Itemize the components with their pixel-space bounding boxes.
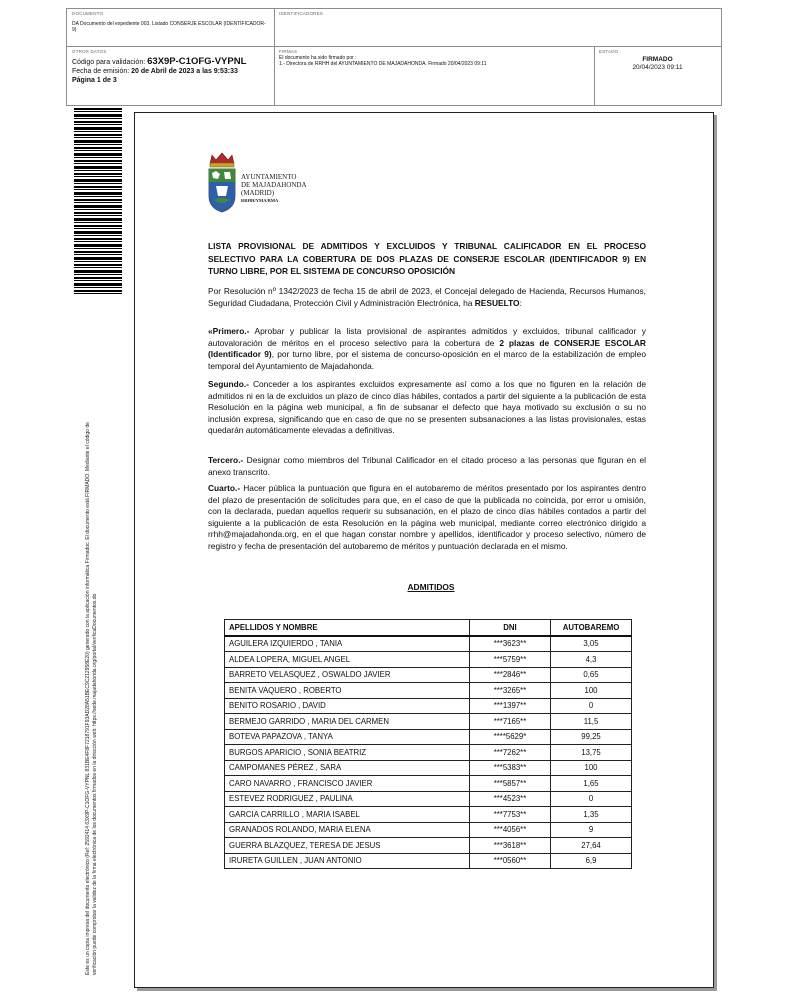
cell-autobaremo: 100 (551, 683, 632, 699)
table-row (225, 714, 632, 730)
cell-autobaremo: 1,35 (551, 807, 632, 823)
intro-paragraph (208, 286, 646, 309)
estado-cell (594, 47, 721, 74)
table-row (225, 791, 632, 807)
tercero-label: Tercero.- (208, 455, 244, 465)
validation-code-line (72, 57, 269, 67)
firmas-line1: El documento ha sido firmado por : (279, 55, 357, 61)
cell-name: GRANADOS ROLANDO, MARIA ELENA (225, 822, 470, 838)
cell-name: BERMEJO GARRIDO , MARIA DEL CARMEN (225, 714, 470, 730)
table-row (225, 698, 632, 714)
table-row (225, 853, 632, 869)
firmas-label: FIRMAS (279, 49, 298, 54)
tercero-text: Designar como miembros del Tribunal Calificador en el citado proceso a las personas que figuran en el anexo transcrito. (208, 455, 646, 477)
table-row (225, 760, 632, 776)
ayuntamiento-line1: AYUNTAMIENTO (241, 173, 297, 181)
section-title-text: ADMITIDOS (407, 582, 455, 592)
cell-name: ALDEA LOPERA, MIGUEL ANGEL (225, 652, 470, 668)
verification-line2: verificación puede comprobar la validez de la firma electrónica de los documentos firmados en la dirección web: https://sede.majadahonda.org/portal/verificaDocumentos.do (91, 593, 98, 975)
header-dni: DNI (470, 620, 551, 636)
header-apellidos: APELLIDOS Y NOMBRE (225, 620, 470, 636)
tercero-paragraph (208, 455, 646, 478)
cell-name: BENITO ROSARIO , DAVID (225, 698, 470, 714)
primero-label: «Primero.- (208, 326, 250, 336)
cell-dni: ***7165** (470, 714, 551, 730)
cell-autobaremo: 13,75 (551, 745, 632, 761)
documento-label: DOCUMENTO (72, 11, 104, 16)
cell-name: BENITA VAQUERO , ROBERTO (225, 683, 470, 699)
table-body (225, 636, 632, 869)
intro-resuelto: RESUELTO (474, 297, 520, 308)
cell-dni: ****5629* (470, 729, 551, 745)
estado-date: 20/04/2023 09:11 (632, 64, 683, 71)
cell-dni: ***5383** (470, 760, 551, 776)
cell-autobaremo: 0 (551, 791, 632, 807)
cell-name: BURGOS APARICIO , SONIA BEATRIZ (225, 745, 470, 761)
estado-label: ESTADO (599, 49, 619, 54)
cell-autobaremo: 3,05 (551, 636, 632, 652)
cell-dni: ***3623** (470, 636, 551, 652)
firmas-line2: 1.- Directora de RRHH del AYUNTAMIENTO DE MAJADAHONDA. Firmado 20/04/2023 09:11 (279, 61, 487, 67)
cell-autobaremo: 99,25 (551, 729, 632, 745)
firmas-cell (274, 47, 594, 69)
segundo-text: Conceder a los aspirantes excluidos expresamente así como a los que no figuren en la relación de admitidos ni en la de excluidos un plazo de cinco días hábiles, contados a partir del siguiente a la publicación de esta Resolución en la página web municipal, a fin de subsanar el defecto que haya motivado su exclusión o su no inclusión expresa, significando que en caso de que no se presenten subsanaciones a las listas provisionales, estas quedarán automáticamente elevadas a definitivas. (208, 379, 646, 436)
cell-autobaremo: 6,9 (551, 853, 632, 869)
cell-autobaremo: 1,65 (551, 776, 632, 792)
cell-autobaremo: 4,3 (551, 652, 632, 668)
cell-dni: ***2846** (470, 667, 551, 683)
cell-name: BARRETO VELASQUEZ , OSWALDO JAVIER (225, 667, 470, 683)
table-row (225, 838, 632, 854)
table-row (225, 729, 632, 745)
cell-name: GUERRA BLAZQUEZ, TERESA DE JESUS (225, 838, 470, 854)
intro-end: : (519, 297, 522, 308)
cell-name: GARCIA CARRILLO , MARIA ISABEL (225, 807, 470, 823)
header-autobaremo: AUTOBAREMO (551, 620, 632, 636)
cell-dni: ***3265** (470, 683, 551, 699)
primero-text1: Aprobar y publicar la lista provisional de aspirantes admitidos y excluidos, tribunal calificador y autovaloración de méritos en el proceso selectivo para la cobertura de (208, 326, 646, 348)
emission-date-line (72, 67, 269, 76)
primero-bold: 2 plazas de CONSERJE ESCOLAR (Identificador 9) (208, 337, 646, 360)
table-header-row (225, 620, 632, 636)
table-row (225, 636, 632, 652)
cell-autobaremo: 11,5 (551, 714, 632, 730)
cell-name: IRURETA GUILLEN , JUAN ANTONIO (225, 853, 470, 869)
cell-name: AGUILERA IZQUIERDO , TANIA (225, 636, 470, 652)
cuarto-text: Hacer pública la puntuación que figura en el autobaremo de méritos presentado por los aspirantes dentro del plazo de presentación de solicitudes para que, en el caso de que la publicada no coincida, por error u omisión, con la declarada, puedan aquellos requerir su subsanación, en el plazo de cinco días hábiles contados a partir del siguiente a la publicación de esta Resolución en la página web municipal, mediante correo electrónico dirigido a rrhh@majadahonda.org, en el que hagan constar nombre y apellidos, identificador y proceso selectivo, número de registro y fecha de presentación del autobaremo de méritos y puntuación declarada en el mismo. (208, 483, 646, 551)
otros-datos-cell (67, 47, 274, 87)
department-ref: RRHH/YMA/BMA (241, 198, 279, 203)
emission-date: 20 de Abril de 2023 a las 9:53:33 (131, 68, 238, 75)
cell-dni: ***3618** (470, 838, 551, 854)
table-row (225, 776, 632, 792)
coat-of-arms-icon (206, 152, 238, 214)
document-title: LISTA PROVISIONAL DE ADMITIDOS Y EXCLUIDOS Y TRIBUNAL CALIFICADOR EN EL PROCESO SELECTIVO PARA LA COBERTURA DE DOS PLAZAS DE CONSERJE ESCOLAR (IDENTIFICADOR 9) EN TURNO LIBRE, POR EL SISTEMA DE CONCURSO OPOSICIÓN (208, 241, 646, 276)
estado-value: FIRMADO (642, 56, 673, 63)
cell-name: CAMPOMANES PÉREZ , SARA (225, 760, 470, 776)
emission-date-prefix: Fecha de emisión: (72, 68, 130, 75)
cell-autobaremo: 0 (551, 698, 632, 714)
validation-code-prefix: Código para validación: (72, 59, 146, 66)
table-row (225, 667, 632, 683)
cuarto-paragraph (208, 483, 646, 553)
otros-datos-label: OTROS DATOS (72, 49, 107, 54)
cell-dni: ***7753** (470, 807, 551, 823)
verification-line1: Este es un copia impresa del documento electrónico (Ref: 2592414 63X9P-C1OFG-VYPNL 831BE4F8F7218791F93AD28A51BEC9C212958E20) generado con la aplicación informática Firmadoc. El documento está FIRMADO. Mediante el código de (85, 422, 91, 975)
validation-code: 63X9P-C1OFG-VYPNL (147, 56, 247, 67)
table-row (225, 745, 632, 761)
page-count: Página 1 de 3 (72, 77, 117, 84)
cell-dni: ***5759** (470, 652, 551, 668)
ayuntamiento-name (241, 173, 307, 205)
cell-autobaremo: 9 (551, 822, 632, 838)
cell-name: BOTEVA PAPAZOVA , TANYA (225, 729, 470, 745)
cell-dni: ***7262** (470, 745, 551, 761)
table-row (225, 652, 632, 668)
table-row (225, 683, 632, 699)
primero-text2: , por turno libre, por el sistema de concurso-oposición en el marco de la estabilización de empleo temporal del Ayuntamiento de Majadahonda. (208, 349, 646, 371)
table-row (225, 807, 632, 823)
barcode (74, 108, 122, 294)
cell-dni: ***4056** (470, 822, 551, 838)
primero-paragraph (208, 326, 646, 372)
ayuntamiento-line2: DE MAJADAHONDA (241, 181, 307, 189)
cell-autobaremo: 100 (551, 760, 632, 776)
cell-dni: ***4523** (470, 791, 551, 807)
segundo-label: Segundo.- (208, 379, 249, 389)
cell-autobaremo: 27,64 (551, 838, 632, 854)
cell-dni: ***1397** (470, 698, 551, 714)
document-metadata-header (66, 8, 722, 106)
cell-name: ESTEVEZ RODRIGUEZ , PAULINA (225, 791, 470, 807)
documento-cell (67, 9, 274, 35)
intro-text: Por Resolución nº 1342/2023 de fecha 15 de abril de 2023, el Concejal delegado de Hacienda, Recursos Humanos, Seguridad Ciudadana, Protección Civil y Administración Electrónica, ha (208, 286, 646, 308)
cell-dni: ***5857** (470, 776, 551, 792)
cell-autobaremo: 0,65 (551, 667, 632, 683)
admitidos-table (224, 619, 632, 869)
table-row (225, 822, 632, 838)
ayuntamiento-line3: (MADRID) (241, 189, 275, 197)
section-title (0, 582, 792, 592)
cell-name: CARO NAVARRO , FRANCISCO JAVIER (225, 776, 470, 792)
cell-dni: ***0560** (470, 853, 551, 869)
documento-text: DA Documento del expediente 003. Listado CONSERJE ESCOLAR (IDENTIFICADOR-9) (72, 21, 266, 33)
identificadores-label: IDENTIFICADORES (279, 11, 324, 16)
identificadores-cell (274, 9, 721, 18)
segundo-paragraph (208, 379, 646, 437)
verification-side-text (85, 295, 98, 975)
cuarto-label: Cuarto.- (208, 483, 241, 493)
